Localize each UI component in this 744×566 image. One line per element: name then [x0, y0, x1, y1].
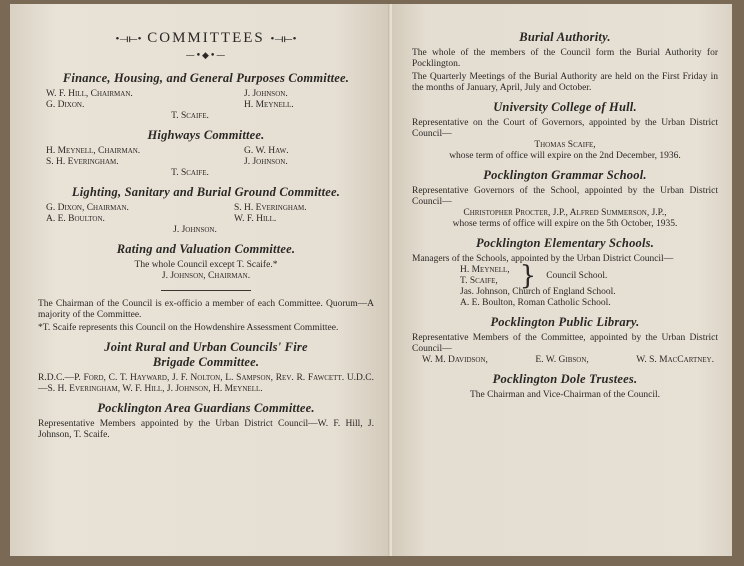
grammar-names: Christopher Procter, J.P., Alfred Summerson, J.P., — [463, 208, 667, 218]
member-name: J. Johnson. — [173, 225, 217, 235]
finance-committee — [38, 71, 374, 122]
highways-committee — [38, 128, 374, 179]
fire-members: R.D.C.—P. Ford, C. T. Hayward, J. F. Nolton, L. Sampson, Rev. R. Fawcett. U.D.C.—S. H. Everingham, W. F. Hill, J. Johnson, H. Meynell. — [38, 373, 374, 394]
left-ornament-icon: •⟞⟝• — [115, 33, 142, 45]
elementary-schools — [412, 236, 718, 309]
member-name: W. M. Davidson, — [422, 355, 488, 365]
highways-heading: Highways Committee. — [147, 128, 265, 142]
dole-trustees — [412, 372, 718, 401]
lighting-heading: Lighting, Sanitary and Burial Ground Committee. — [71, 185, 341, 199]
grammar-heading: Pocklington Grammar School. — [483, 168, 647, 182]
council-school-names — [460, 265, 510, 287]
fire-brigade-committee — [38, 340, 374, 395]
library-members — [412, 355, 718, 366]
right-page — [392, 4, 732, 556]
page-title — [38, 30, 374, 47]
title-text: COMMITTEES — [147, 30, 265, 46]
member-name: H. Meynell, — [460, 265, 510, 275]
council-school-group — [412, 261, 718, 291]
guardians-heading: Pocklington Area Guardians Committee. — [97, 401, 315, 415]
rating-committee — [38, 242, 374, 282]
rating-heading: Rating and Valuation Committee. — [116, 242, 296, 256]
left-page — [10, 4, 392, 556]
member-name: G. Dixon, Chairman. — [46, 203, 129, 213]
lighting-names — [38, 203, 374, 236]
member-name: G. Dixon. — [46, 100, 85, 110]
burial-authority — [412, 30, 718, 94]
member-name: A. E. Boulton. — [46, 214, 105, 224]
right-ornament-icon: •⟞⟝• — [270, 33, 297, 45]
ex-officio-note: The Chairman of the Council is ex-officio a member of each Committee. Quorum—A majority of the Committee. — [38, 299, 374, 320]
fire-heading-line1: Joint Rural and Urban Councils' Fire — [104, 340, 308, 354]
member-name: W. F. Hill. — [234, 214, 277, 224]
fire-heading-line2: Brigade Committee. — [152, 355, 260, 369]
member-name: J. Johnson. — [244, 89, 288, 99]
university-college — [412, 100, 718, 162]
member-name: S. H. Everingham. — [234, 203, 307, 213]
member-name: W. F. Hill, Chairman. — [46, 89, 133, 99]
church-school-manager: Jas. Johnson, Church of England School. — [460, 287, 616, 297]
guardians-committee — [38, 401, 374, 441]
library-text: Representative Members of the Committee, appointed by the Urban District Council— — [412, 333, 718, 354]
brace-icon: } — [519, 261, 537, 291]
member-name: W. S. MacCartney. — [636, 355, 714, 365]
highways-names — [38, 146, 374, 179]
divider — [161, 290, 251, 291]
rating-line: The whole Council except T. Scaife.* — [134, 260, 278, 270]
council-school-label: Council School. — [546, 270, 608, 281]
member-name: J. Johnson. — [244, 157, 288, 167]
library-heading: Pocklington Public Library. — [490, 315, 640, 329]
member-name: T. Scaife, — [460, 276, 498, 286]
university-heading: University College of Hull. — [493, 100, 637, 114]
public-library — [412, 315, 718, 366]
member-name: T. Scaife. — [171, 168, 209, 178]
divider-ornament-icon: —•◆•— — [185, 51, 227, 61]
grammar-text: Representative Governors of the School, appointed by the Urban District Council— — [412, 186, 718, 207]
grammar-school — [412, 168, 718, 230]
university-text: Representative on the Court of Governors, appointed by the Urban District Council— — [412, 118, 718, 139]
member-name: S. H. Everingham. — [46, 157, 119, 167]
assessment-note: *T. Scaife represents this Council on the Howdenshire Assessment Committee. — [38, 323, 339, 333]
member-name: T. Scaife. — [171, 111, 209, 121]
elementary-text: Managers of the Schools, appointed by the Urban District Council— — [412, 254, 674, 264]
burial-text-1: The whole of the members of the Council form the Burial Authority for Pocklington. — [412, 48, 718, 69]
member-name: H. Meynell, Chairman. — [46, 146, 141, 156]
elementary-heading: Pocklington Elementary Schools. — [475, 236, 655, 250]
university-name: Thomas Scaife, — [534, 140, 596, 150]
finance-heading: Finance, Housing, and General Purposes Committee. — [62, 71, 350, 85]
rating-chairman: J. Johnson, Chairman. — [161, 271, 251, 281]
member-name: G. W. Haw. — [244, 146, 289, 156]
member-name: E. W. Gibson, — [535, 355, 589, 365]
burial-heading: Burial Authority. — [519, 30, 611, 44]
guardians-members: Representative Members appointed by the Urban District Council—W. F. Hill, J. Johnson, T. Scaife. — [38, 419, 374, 440]
dole-text: The Chairman and Vice-Chairman of the Council. — [470, 390, 660, 400]
catholic-school-manager: A. E. Boulton, Roman Catholic School. — [460, 298, 611, 308]
finance-names — [38, 89, 374, 122]
dole-heading: Pocklington Dole Trustees. — [492, 372, 638, 386]
burial-text-2: The Quarterly Meetings of the Burial Authority are held on the First Friday in the months of January, April, July and October. — [412, 72, 718, 93]
university-term: whose term of office will expire on the 2nd December, 1936. — [449, 151, 681, 161]
lighting-committee — [38, 185, 374, 236]
member-name: H. Meynell. — [244, 100, 294, 110]
grammar-term: whose terms of office will expire on the 5th October, 1935. — [452, 219, 678, 229]
